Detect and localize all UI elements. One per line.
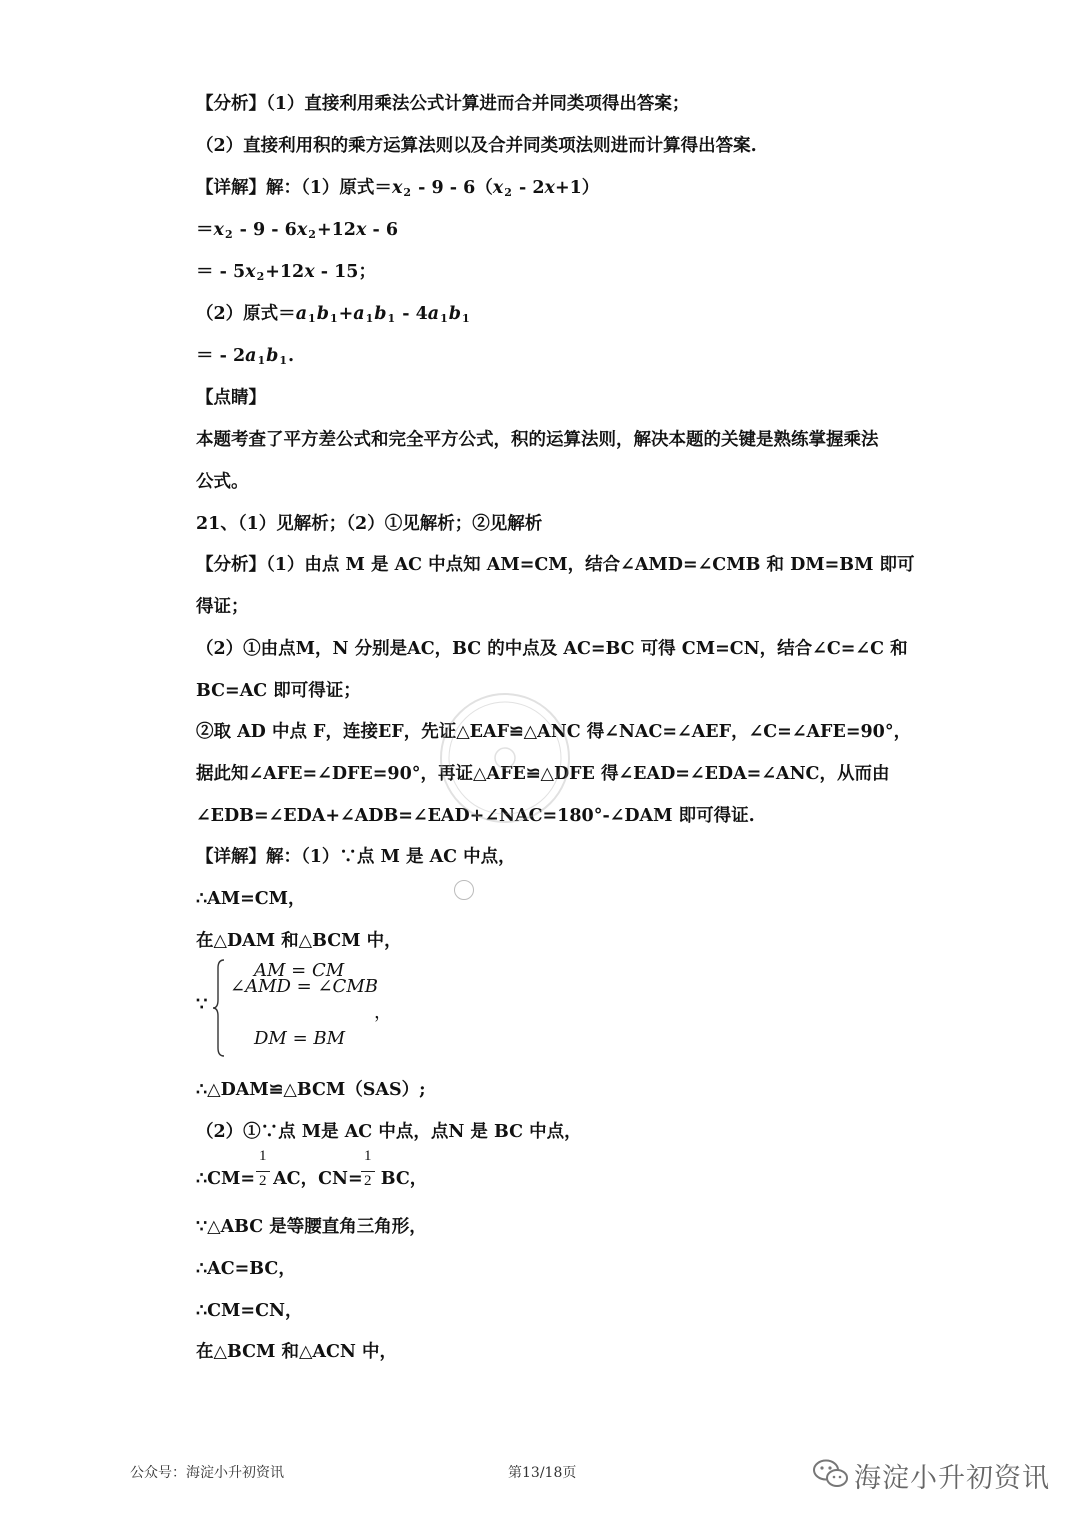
detail-5: ＝ - $2a_1b_1$. bbox=[196, 346, 295, 367]
q21-detail-9: ∴CM=CN， bbox=[196, 1301, 303, 1321]
highlight-text-1: 本题考查了平方差公式和完全平方公式，积的运算法则，解决本题的关键是熟练掌握乘法 bbox=[196, 430, 879, 450]
small-circle-mark bbox=[454, 880, 474, 900]
q21-analysis-2: 得证； bbox=[196, 597, 249, 617]
q21-detail-4: ∴△DAM≌△BCM（SAS）; bbox=[196, 1080, 426, 1100]
q21-detail-1: 【详解】解：（1）∵点 M 是 AC 中点， bbox=[196, 847, 516, 867]
equation-1: AM = CM bbox=[254, 960, 345, 981]
q21-analysis-7: ∠EDB=∠EDA+∠ADB=∠EAD+∠NAC=180°-∠DAM 即可得证. bbox=[196, 806, 755, 826]
q21-detail-3: 在△DAM 和△BCM 中， bbox=[196, 931, 402, 951]
watermark-seal-icon bbox=[435, 688, 575, 828]
q21-detail-8: ∴AC=BC， bbox=[196, 1259, 296, 1279]
analysis-1: 【分析】（1）直接利用乘法公式计算进而合并同类项得出答案； bbox=[196, 94, 690, 114]
left-brace-icon bbox=[212, 958, 226, 1058]
q21-detail-2: ∴AM=CM， bbox=[196, 889, 306, 909]
q21-analysis-1: 【分析】（1）由点 M 是 AC 中点知 AM=CM，结合∠AMD=∠CMB 和 DM=BM 即可 bbox=[196, 555, 915, 575]
footer-account: 公众号：海淀小升初资讯 bbox=[130, 1465, 284, 1481]
q21-analysis-6: 据此知∠AFE=∠DFE=90°，再证△AFE≌△DFE 得∠EAD=∠EDA=∠ANC，从而由 bbox=[196, 764, 890, 784]
page-number: 第13/18页 bbox=[508, 1465, 577, 1481]
q21-analysis-4: BC=AC 即可得证； bbox=[196, 681, 361, 701]
q21-detail-6: ∴CM= AC，CN= BC， bbox=[196, 1169, 428, 1189]
q21-answer: 21、（1）见解析；（2）①见解析；②见解析 bbox=[196, 514, 543, 534]
q21-analysis-3: （2）①由点M，N 分别是AC，BC 的中点及 AC=BC 可得 CM=CN，结合∠C=∠C 和 bbox=[196, 639, 908, 659]
q21-detail-7: ∵△ABC 是等腰直角三角形， bbox=[196, 1217, 427, 1237]
detail-3: ＝ - $5x_2+12x - 15$； bbox=[196, 262, 376, 283]
equation-system bbox=[196, 958, 456, 1058]
analysis-2: （2）直接利用积的乘方运算法则以及合并同类项法则进而计算得出答案. bbox=[196, 136, 757, 156]
q21-analysis-5: ②取 AD 中点 F，连接EF，先证△EAF≌△ANC 得∠NAC=∠AEF，∠C=∠AFE=90°， bbox=[196, 722, 912, 742]
detail-4: （2）原式$=a_1b_1+a_1b_1 - 4a_1b_1$ bbox=[196, 304, 470, 325]
highlight-text-2: 公式。 bbox=[196, 472, 249, 492]
detail-2: $=x_2 - 9 - 6x_2+12x - 6$ bbox=[196, 220, 399, 241]
wechat-icon bbox=[812, 1458, 850, 1490]
equation-2: ∠AMD = ∠CMB bbox=[230, 976, 378, 997]
since-symbol: ∵ bbox=[196, 994, 208, 1015]
q21-detail-5: （2）①∵点 M是 AC 中点，点N 是 BC 中点， bbox=[196, 1122, 582, 1142]
detail-1: 【详解】解：（1）原式$=x_2 - 9 - 6(x_2 - 2x+1)$ bbox=[196, 178, 600, 199]
fraction-half-2: 1 2 bbox=[361, 1148, 375, 1194]
equation-3: DM = BM bbox=[254, 1028, 346, 1049]
brand-watermark bbox=[812, 1454, 1062, 1494]
fraction-half-1: 1 2 bbox=[256, 1148, 270, 1194]
q21-detail-10: 在△BCM 和△ACN 中， bbox=[196, 1342, 398, 1362]
brand-name: 海淀小升初资讯 bbox=[854, 1463, 1050, 1494]
highlight-heading: 【点睛】 bbox=[196, 388, 266, 408]
system-comma: ， bbox=[374, 1002, 392, 1023]
